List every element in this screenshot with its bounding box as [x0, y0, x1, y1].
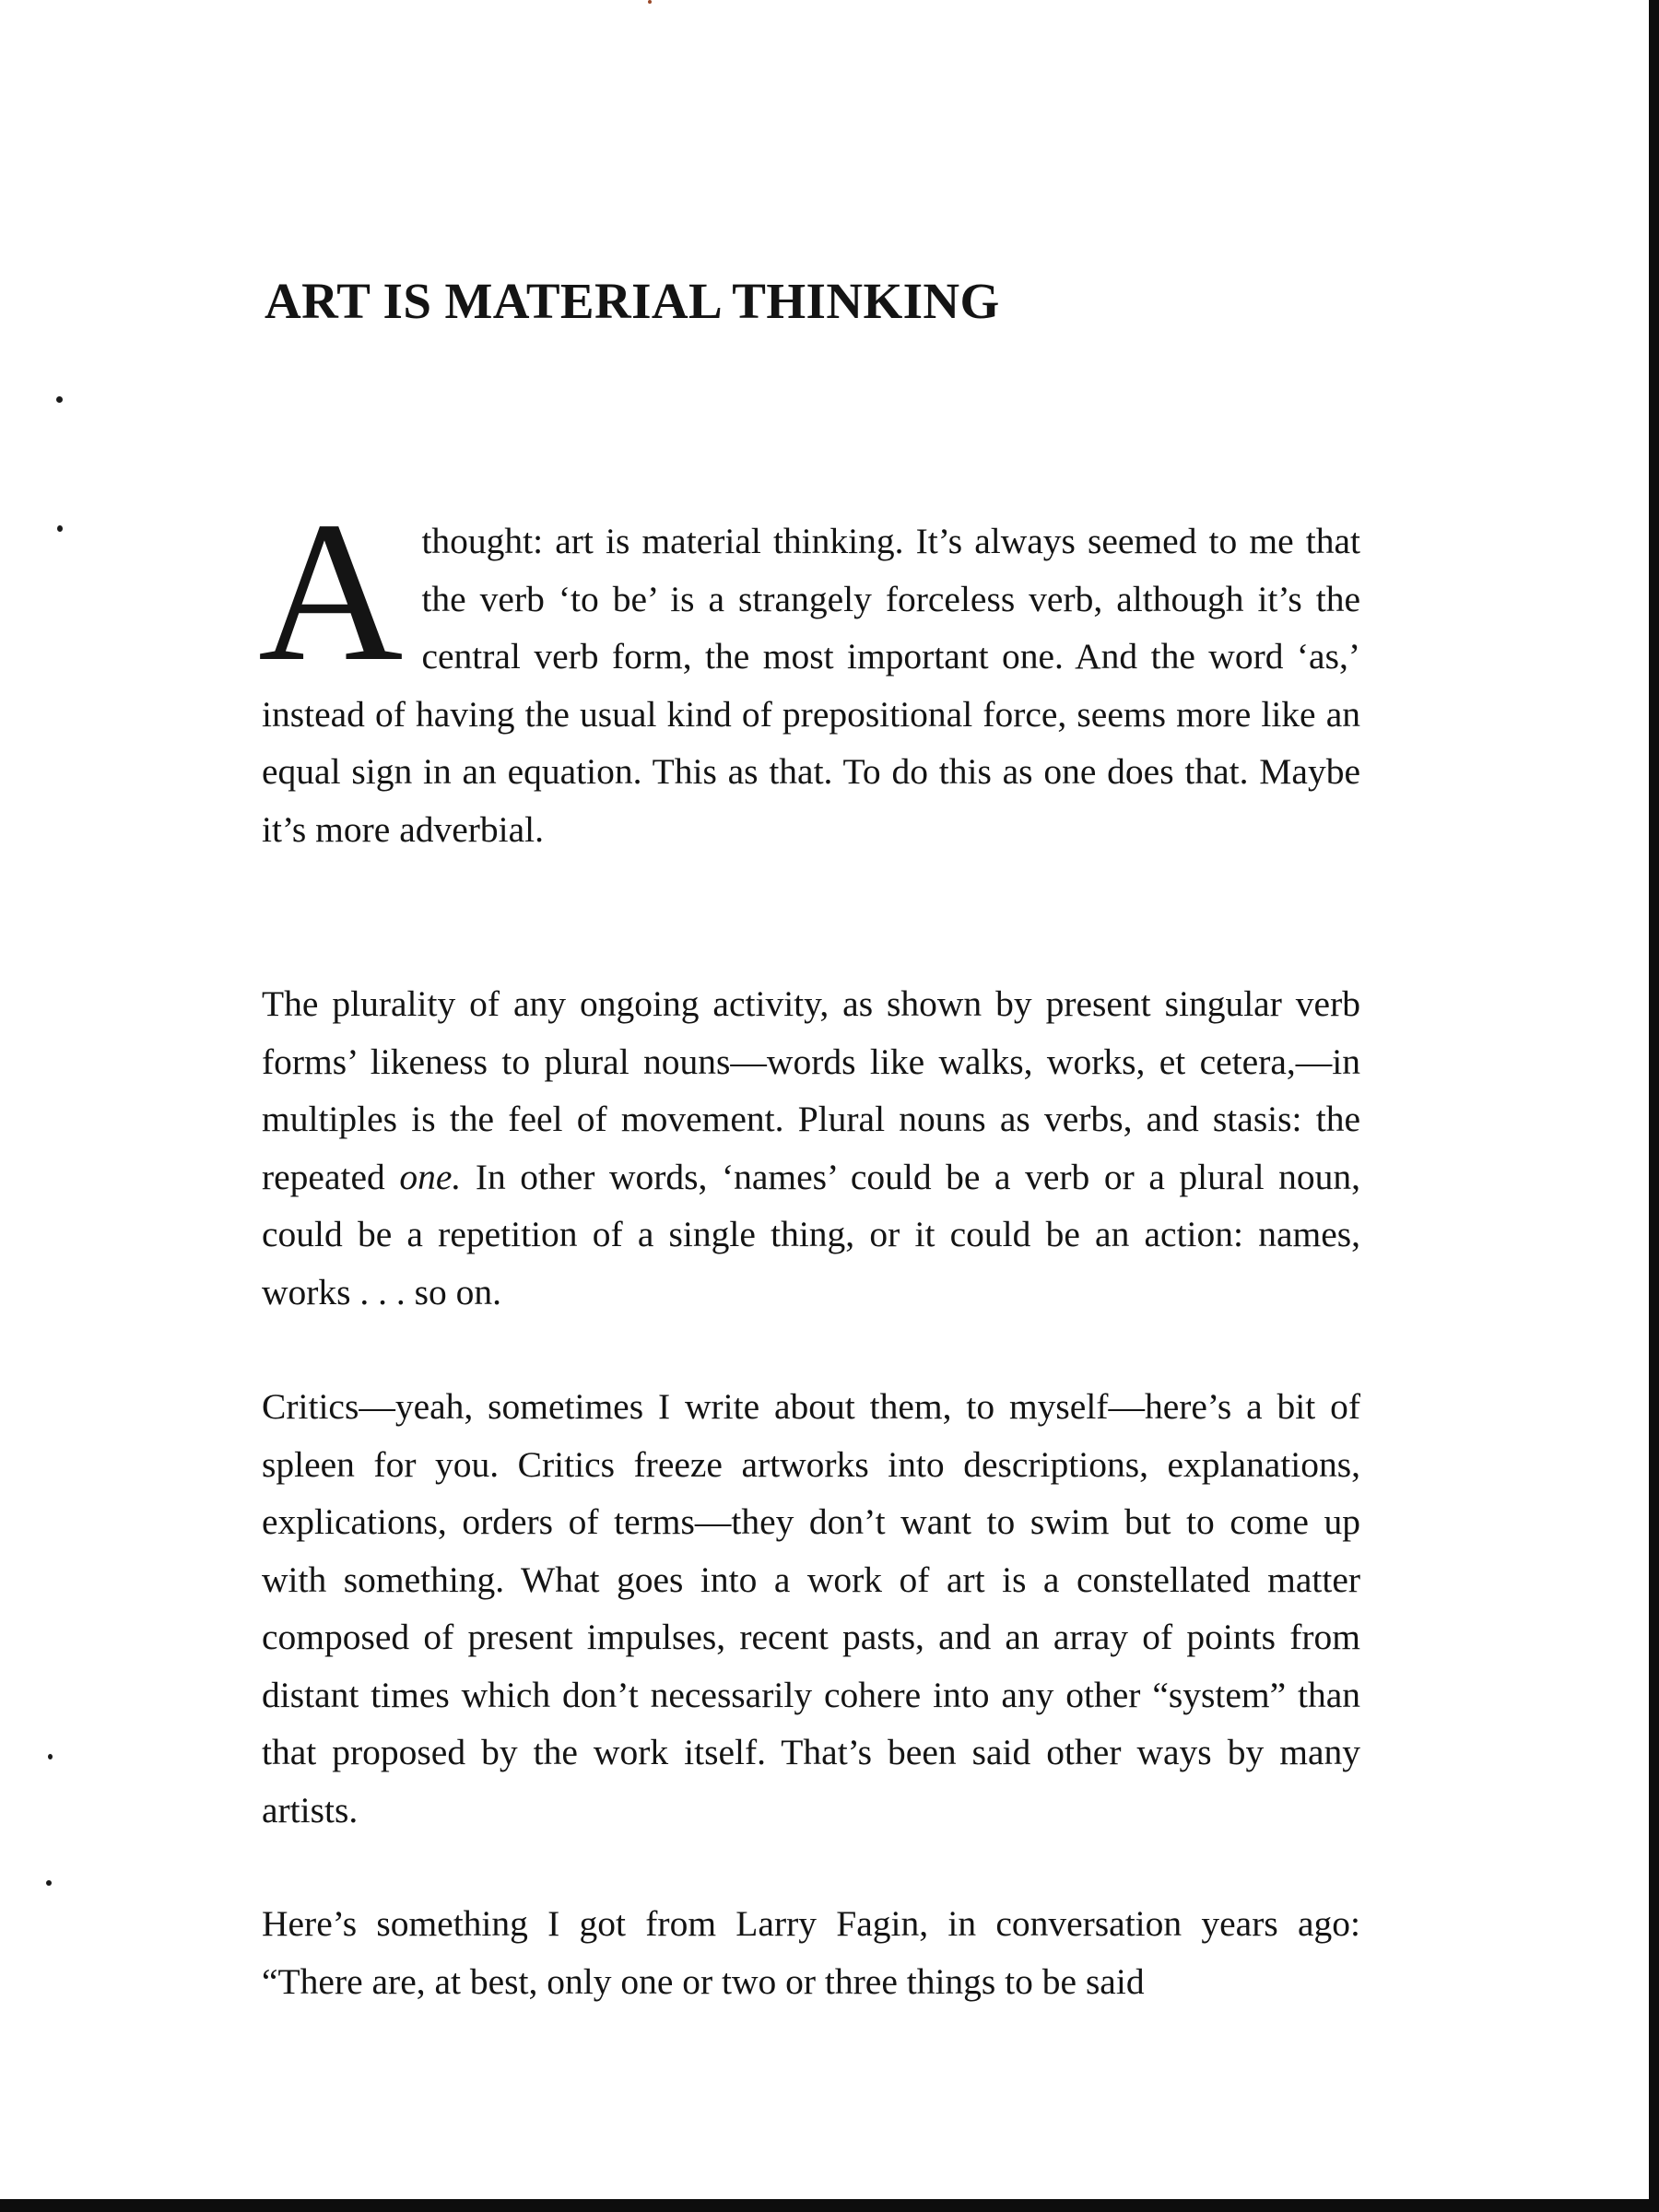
scan-speck: [46, 1880, 52, 1886]
scan-border-right: [1649, 0, 1659, 2212]
paragraph-3-text: Critics—yeah, sometimes I write about them, to myself—here’s a bit of spleen for you. Critics freeze artworks into descriptions, explanations, explications, orders of terms—they don’t want to swim but to come up with something. What goes into a work of art is a constellated matter composed of present impulses, recent pasts, and an array of points from distant times which don’t necessarily cohere into any other “system” than that proposed by the work itself. That’s been said other ways by many artists.: [262, 1386, 1360, 1830]
scan-speck: [56, 396, 63, 403]
scan-speck: [648, 0, 652, 4]
page-title: ART IS MATERIAL THINKING: [265, 273, 1000, 329]
paragraph-4-text: Here’s something I got from Larry Fagin, in conversation years ago: “There are, at best, only one or two or three things to be said: [262, 1903, 1360, 2002]
scan-border-bottom: [0, 2199, 1659, 2212]
paragraph-4: [262, 1895, 1360, 2010]
paragraph-1: [258, 481, 1360, 858]
paragraph-2-text-after: In other words, ‘names’ could be a verb or a plural noun, could be a repetition of a single thing, or it could be an action: names, works . . . so on.: [262, 1156, 1360, 1312]
drop-cap: A: [258, 481, 404, 703]
paragraph-3: [262, 1378, 1360, 1839]
paragraph-2: [262, 975, 1360, 1321]
paragraph-1-text: thought: art is material thinking. It’s always seemed to me that the verb ‘to be’ is a strangely forceless verb, although it’s the central verb form, the most important one. And the word ‘as,’ instead of having the usual kind of prepositional force, seems more like an equal sign in an equation. This as that. To do this as one does that. Maybe it’s more adverbial.: [262, 521, 1360, 850]
paragraph-2-italic: one.: [399, 1156, 462, 1197]
scan-speck: [57, 525, 63, 532]
paragraph-2-text-before: The plurality of any ongoing activity, as shown by present singular verb forms’ likeness to plural nouns—words like walks, works, et cetera,—in multiples is the feel of movement. Plural nouns as verbs, and stasis: the repeated: [262, 983, 1360, 1197]
scan-speck: [48, 1754, 53, 1759]
